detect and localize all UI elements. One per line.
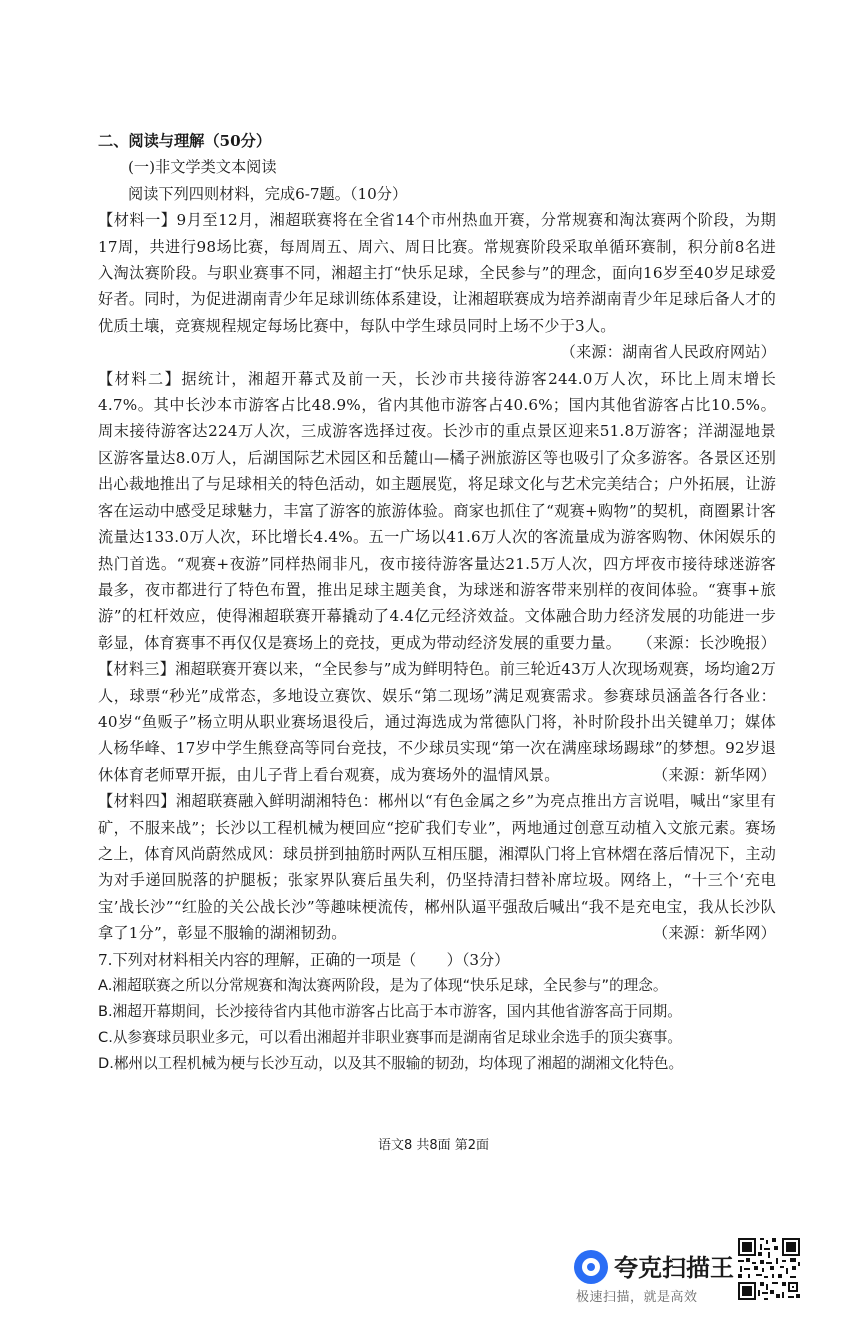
option-d: D.郴州以工程机械为梗与长沙互动，以及其不服输的韧劲，均体现了湘超的湖湘文化特色。 [98,1055,684,1072]
material-source: （来源：长沙晚报） [637,633,776,652]
page-footer: 语文8 共8面 第2面 [377,1138,490,1153]
material-2 [98,366,776,656]
section-instruction: 阅读下列四则材料，完成6-7题。（10分） [128,184,408,203]
material-1 [98,207,776,365]
material-tag: 【材料二】 [98,369,182,388]
option-b: B.湘超开幕期间，长沙接待省内其他市游客占比高于本市游客，国内其他省游客高于同期。 [98,1003,682,1020]
scanner-watermark [574,1246,734,1308]
material-tag: 【材料四】 [98,792,176,811]
scanner-slogan: 极速扫描，就是高效 [576,1290,698,1305]
qr-code-icon [736,1236,802,1302]
material-tag: 【材料三】 [98,660,176,679]
material-text: 9月至12月，湘超联赛将在全省14个市州热血开赛，分常规赛和淘汰赛两个阶段，为期17周，共进行98场比赛，每周周五、周六、周日比赛。常规赛阶段采取单循环赛制，积分前8名进入淘汰赛阶段。与职业赛事不同，湘超主打“快乐足球，全民参与”的理念，面向16岁至40岁足球爱好者。同时，为促进湖南青少年足球训练体系建设，让湘超联赛成为培养湖南青少年足球后备人才的优质土壤，竞赛规程规定每场比赛中，每队中学生球员同时上场不少于3人。 [98,211,776,335]
material-source: （来源：湖南省人民政府网站） [560,343,776,362]
question-stem: 7.下列对材料相关内容的理解，正确的一项是（ ）（3分） [98,950,510,969]
scanner-app-name: 夸克扫描王 [614,1254,734,1282]
material-text: 据统计，湘超开幕式及前一天，长沙市共接待游客244.0万人次，环比上周末增长4.7%。其中长沙本市游客占比48.9%，省内其他市游客占40.6%；国内其他省游客占比10.5%。周末接待游客达224万人次，三成游客选择过夜。长沙市的重点景区迎来51.8万游客；洋湖湿地景区游客量达8.0万人，后湖国际艺术园区和岳麓山—橘子洲旅游区等也吸引了众多游客。各景区还别出心裁地推出了与足球相关的特色活动，如主题展览，将足球文化与艺术完美结合；户外拓展，让游客在运动中感受足球魅力，丰富了游客的旅游体验。商家也抓住了“观赛+购物”的契机，商圈累计客流量达133.0万人次，环比增长4.4%。五一广场以41.6万人次的客流量成为游客购物、休闲娱乐的热门首选。“观赛+夜游”同样热闹非凡，夜市接待游客量达21.5万人次，四方坪夜市接待球迷游客最多，夜市都进行了特色布置，推出足球主题美食，为球迷和游客带来别样的夜间体验。“赛事+旅游”的杠杆效应，使得湘超联赛开幕撬动了4.4亿元经济效益。文体融合助力经济发展的功能进一步彰显，体育赛事不再仅仅是赛场上的竞技，更成为带动经济发展的重要力量。 [98,369,776,652]
section-subtitle: (一)非文学类文本阅读 [128,158,277,177]
reading-section [98,128,776,1077]
material-text: 湘超联赛开赛以来，“全民参与”成为鲜明特色。前三轮近43万人次现场观赛，场均逾2万人，球票“秒光”成常态，多地设立赛饮、娱乐“第二现场”满足观赛需求。参赛球员涵盖各行各业：40岁“鱼贩子”杨立明从职业赛场退役后，通过海选成为常德队门将，补时阶段扑出关键单刀；媒体人杨华峰、17岁中学生熊登高等同台竞技，不少球员实现“第一次在满座球场踢球”的梦想。92岁退休体育老师覃开振，由儿子背上看台观赛，成为赛场外的温情风景。 [98,660,777,784]
material-text: 湘超联赛融入鲜明湖湘特色：郴州以“有色金属之乡”为亮点推出方言说唱，喊出“家里有矿，不服来战”；长沙以工程机械为梗回应“挖矿我们专业”，两地通过创意互动植入文旅元素。赛场之上，体育风尚蔚然成风：球员拼到抽筋时两队互相压腿，湘潭队门将上官林熠在落后情况下，主动为对手递回脱落的护腿板；张家界队赛后虽失利，仍坚持清扫替补席垃圾。网络上，“十三个‘充电宝’战长沙”“红脸的关公战长沙”等趣味梗流传，郴州队逼平强敌后喊出“我不是充电宝，我从长沙队拿了1分”，彰显不服输的湖湘韧劲。 [98,792,776,943]
material-3 [98,656,776,788]
material-tag: 【材料一】 [98,211,177,230]
quark-logo-icon [574,1250,608,1284]
section-title: 二、阅读与理解（50分） [98,132,272,150]
option-a: A.湘超联赛之所以分常规赛和淘汰赛两阶段，是为了体现“快乐足球，全民参与”的理念。 [98,977,668,994]
option-c: C.从参赛球员职业多元，可以看出湘超并非职业赛事而是湖南省足球业余选手的顶尖赛事。 [98,1029,682,1046]
material-source: （来源：新华网） [652,924,776,943]
material-source: （来源：新华网） [652,765,776,784]
material-4 [98,788,776,946]
